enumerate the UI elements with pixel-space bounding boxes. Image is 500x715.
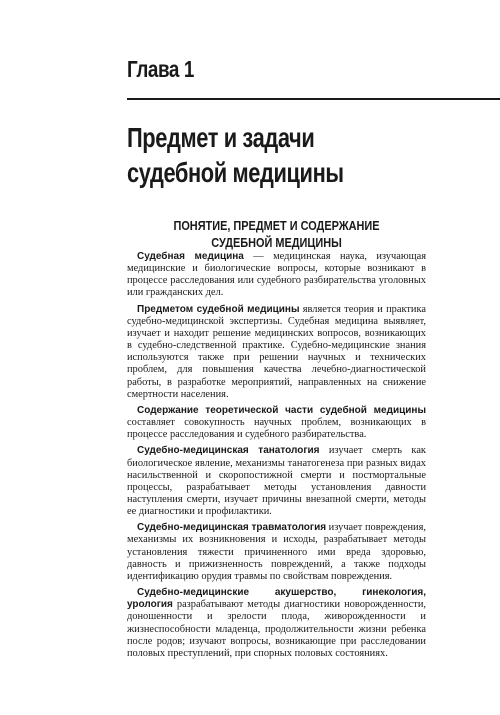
term: Содержание теоретической части судебной медицины — [137, 404, 426, 416]
section-heading-line-1: ПОНЯТИЕ, ПРЕДМЕТ И СОДЕРЖАНИЕ — [173, 218, 380, 233]
term: Судебно-медицинская танатология — [137, 445, 320, 457]
paragraph — [127, 522, 426, 583]
paragraph — [127, 405, 426, 441]
paragraph-text: является теория и практика судебно-медицинской экспертизы. Судебная медицина выявляет, изучает и находит решение медицинских вопросов, возникающих в судебно-следственной практике. Судебно-медицинские знания используются также при решении научных и технических проблем, для повышения качества лечебно-диагностической работы, в разработке мероприятий, направленных на снижение смертности населения. — [127, 303, 426, 400]
paragraph — [127, 445, 426, 518]
section-heading — [127, 217, 426, 251]
paragraph-text: составляет совокупность научных проблем, возникающих в процессе расследования и судебного разбирательства. — [127, 417, 426, 441]
paragraph-text: разрабатывают методы диагностики новорожденности, доношенности и зрелости плода, живорожденности и жизнеспособности младенца, продолжительности жизни ребенка после родов; изучают вопросы, возникающие при расследовании половых преступлений, при спорных половых состояниях. — [127, 599, 426, 659]
paragraph — [127, 251, 426, 300]
chapter-title-line-1: Предмет и задачи — [127, 122, 315, 153]
section-heading-line-2: СУДЕБНОЙ МЕДИЦИНЫ — [211, 235, 342, 250]
paragraph-text: изучает смерть как биологическое явление, механизмы танатогенеза при разных видах насильственной и скоропостижной смерти и постмортальные процессы, разрабатывает методы установления давности наступления смерти, изучает причины внезапной смерти, методы ее диагностики и профилактики. — [127, 445, 426, 518]
chapter-title-line-2: судебной медицины — [127, 157, 344, 188]
paragraph — [127, 304, 426, 401]
paragraph — [127, 587, 426, 660]
term: Предметом судебной медицины — [137, 303, 300, 315]
paragraph-text: изучает повреждения, механизмы их возникновения и исходы, разрабатывает методы установления тяжести причиненного ими вреда здоровью, давность и прижизненность повреждений, а также подходы идентификацию орудия травмы по свойствам повреждения. — [127, 522, 426, 582]
term: Судебно-медицинские акушерство, гинекология, урология — [127, 587, 426, 611]
term: Судебная медицина — [137, 251, 244, 262]
paragraph-text: — медицинская наука, изучающая медицинские и биологические вопросы, которые возникают в процессе расследования или судебного разбирательства уголовных или гражданских дел. — [127, 251, 426, 299]
chapter-title — [127, 120, 344, 190]
chapter-heading: Глава 1 — [127, 56, 194, 82]
body-text — [127, 251, 426, 664]
term: Судебно-медицинская травматология — [137, 522, 327, 534]
chapter-divider — [127, 98, 500, 100]
